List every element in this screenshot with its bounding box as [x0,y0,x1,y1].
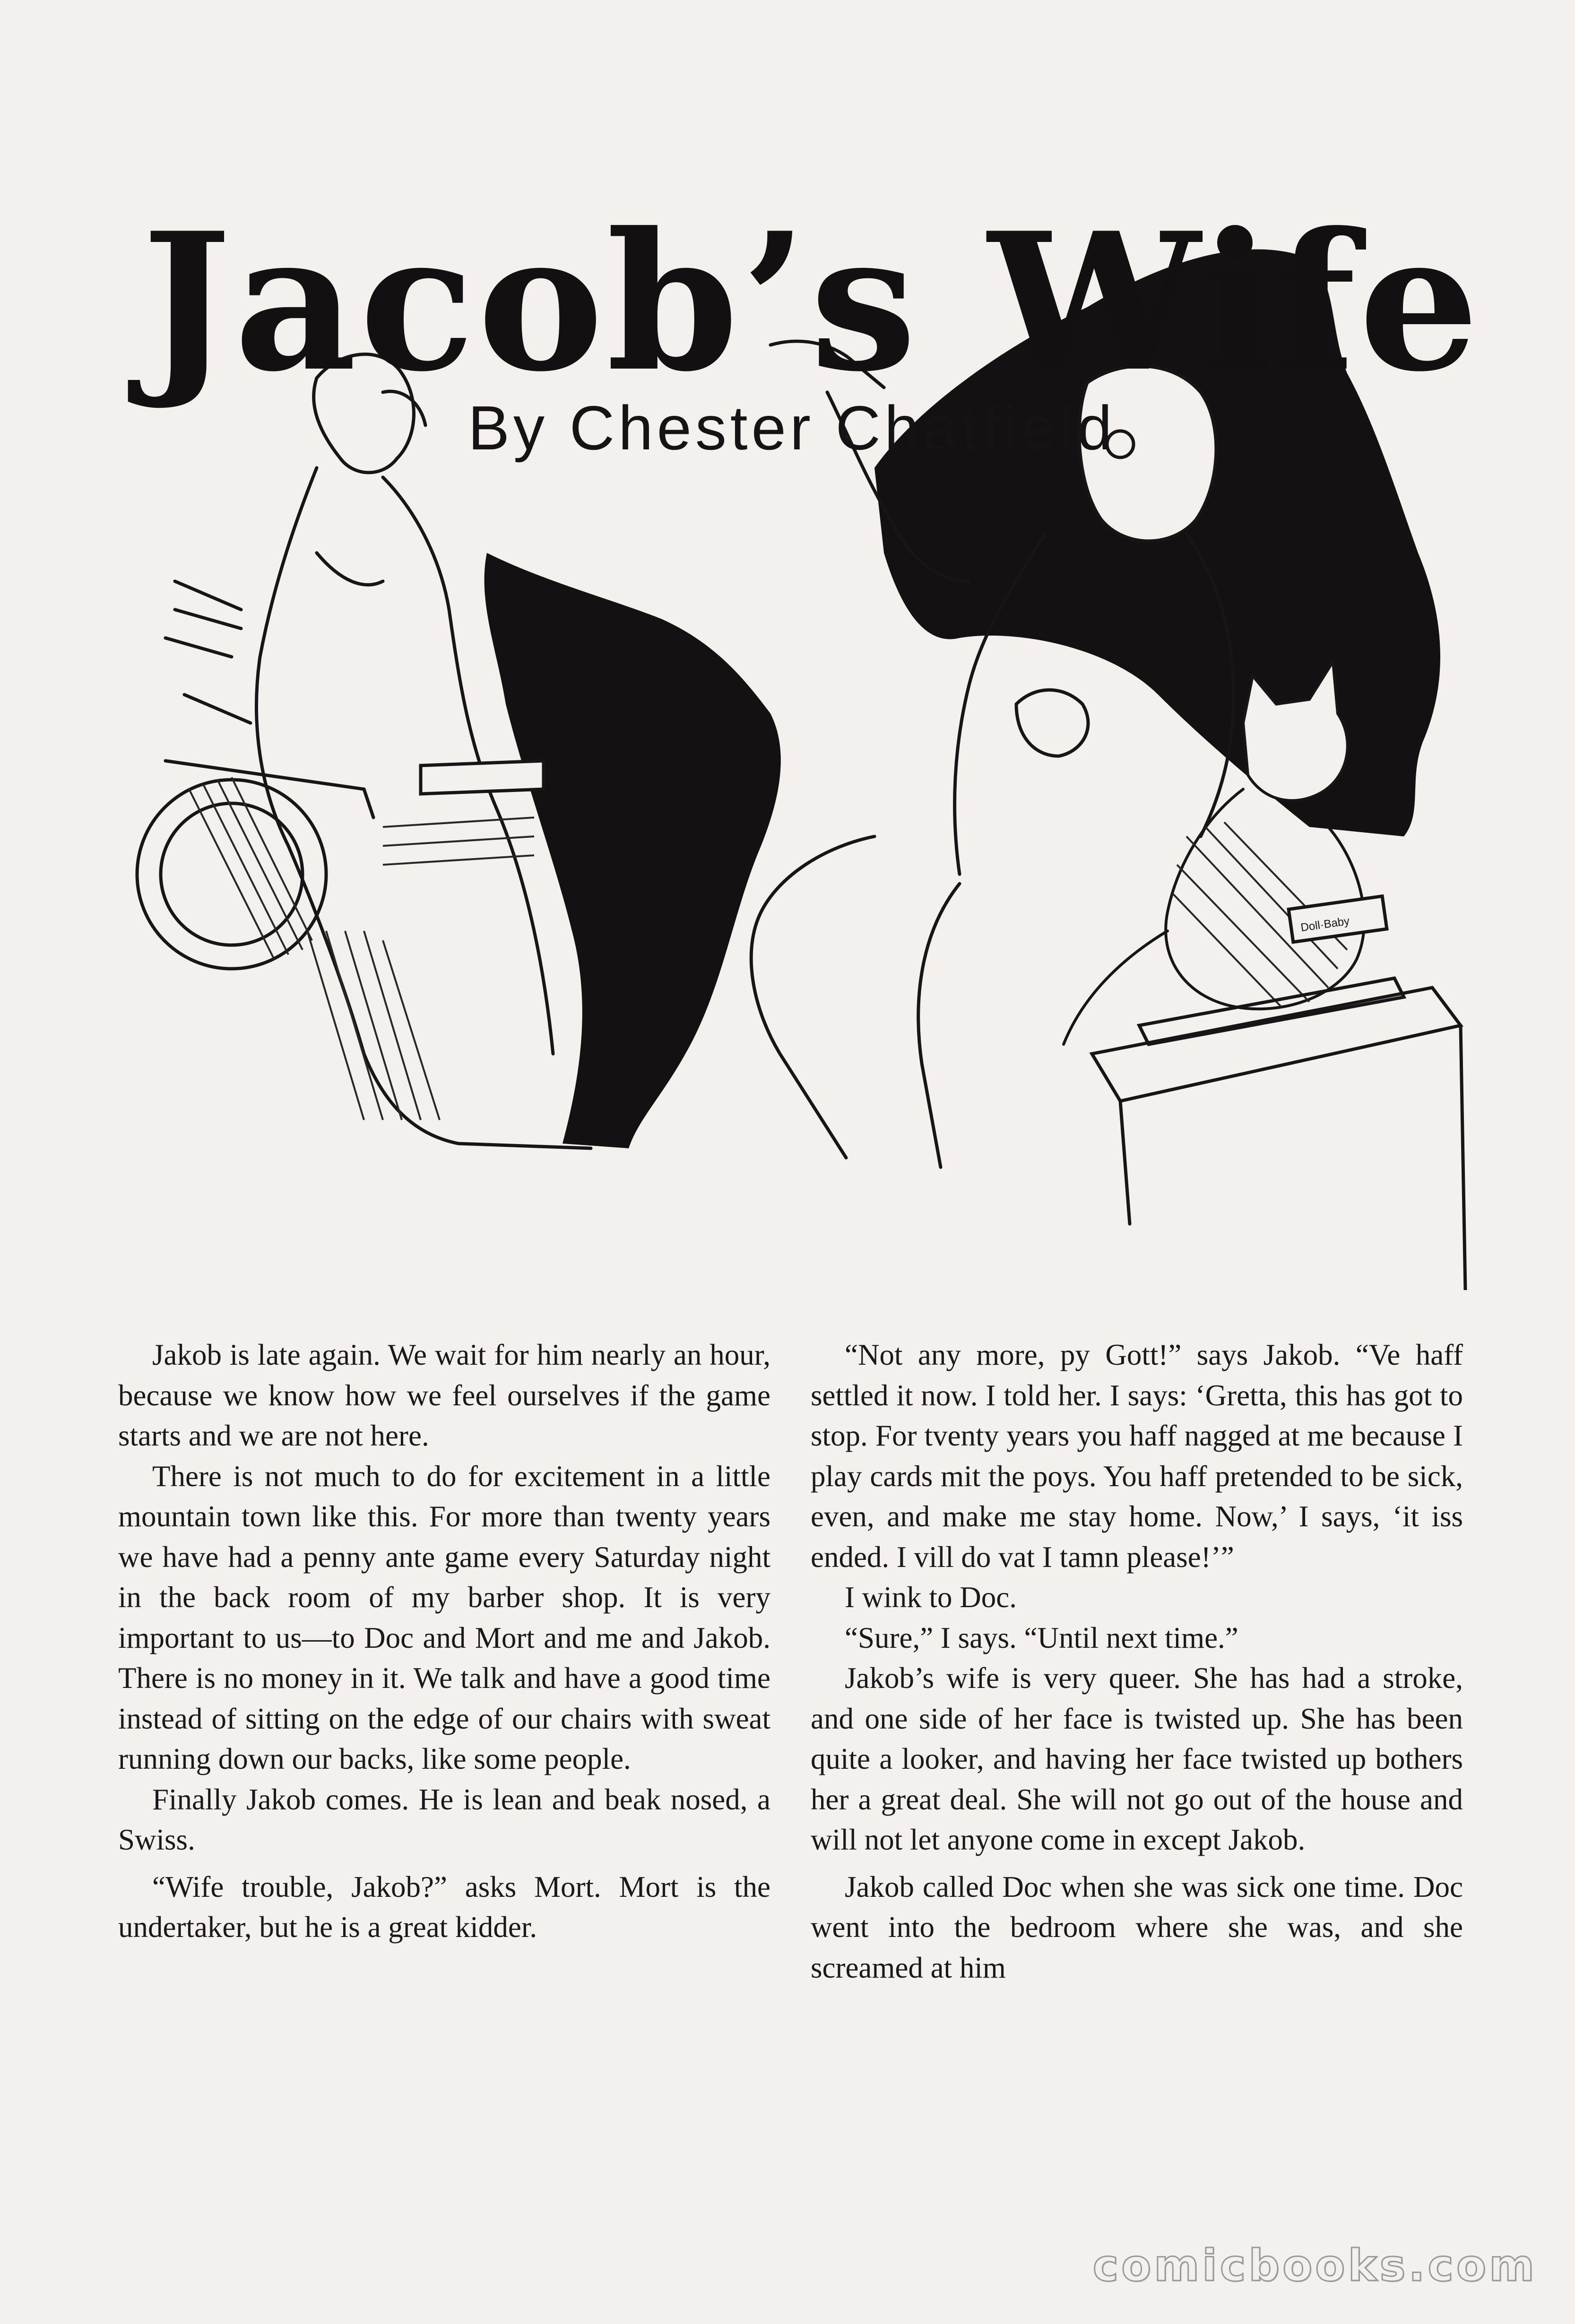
paragraph: I wink to Doc. [845,1581,1017,1614]
watermark: comicbooks.com [1092,2240,1537,2291]
box-label: Doll·Baby [1299,914,1350,934]
story-title: Jacob’s Wife [142,191,1482,413]
paragraph: “Sure,” I says. “Until next time.” [845,1621,1238,1654]
text-column-right [811,1335,1463,1988]
shadow-mass-lower [485,553,781,1148]
table [1092,896,1465,1290]
paragraph: “Not any more, py Gott!” says Jakob. “Ve haff settled it now. I told her. I says: ‘Gretta, this has got to stop. For tventy years you haff nagged at me because I play cards mit the poys. You haff pretended to be sick, even, and make me stay home. Now,’ I says, ‘it iss ended. I vill do vat I tamn please!’” [811,1338,1463,1574]
paragraph: Jakob is late again. We wait for him nearly an hour, because we know how we feel ourselves if the game starts and we are not here. [118,1338,770,1452]
paragraph: There is not much to do for excitement in a little mountain town like this. For more than twenty years we have had a penny ante game every Saturday night in the back room of my barber shop. It is very important to us—to Doc and Mort and me and Jakob. There is no money in it. We talk and have a good time instead of sitting on the edge of our chairs with sweat running down our backs, like some people. [118,1459,770,1775]
text-column-left [118,1335,770,1948]
paragraph: Jakob’s wife is very queer. She has had a stroke, and one side of her face is twisted up. She has been quite a looker, and having her face twisted up bothers her a great deal. She will not go out of the house and will not let anyone come in except Jakob. [811,1661,1463,1856]
paragraph: Finally Jakob comes. He is lean and beak nosed, a Swiss. [118,1782,770,1856]
hatching [189,777,534,1120]
paragraph: “Wife trouble, Jakob?” asks Mort. Mort is the undertaker, but he is a great kidder. [118,1870,770,1944]
story-byline: By Chester Chatfield [468,393,1116,463]
paragraph: Jakob called Doc when she was sick one time. Doc went into the bedroom where she was, and she screamed at him [811,1870,1463,1984]
